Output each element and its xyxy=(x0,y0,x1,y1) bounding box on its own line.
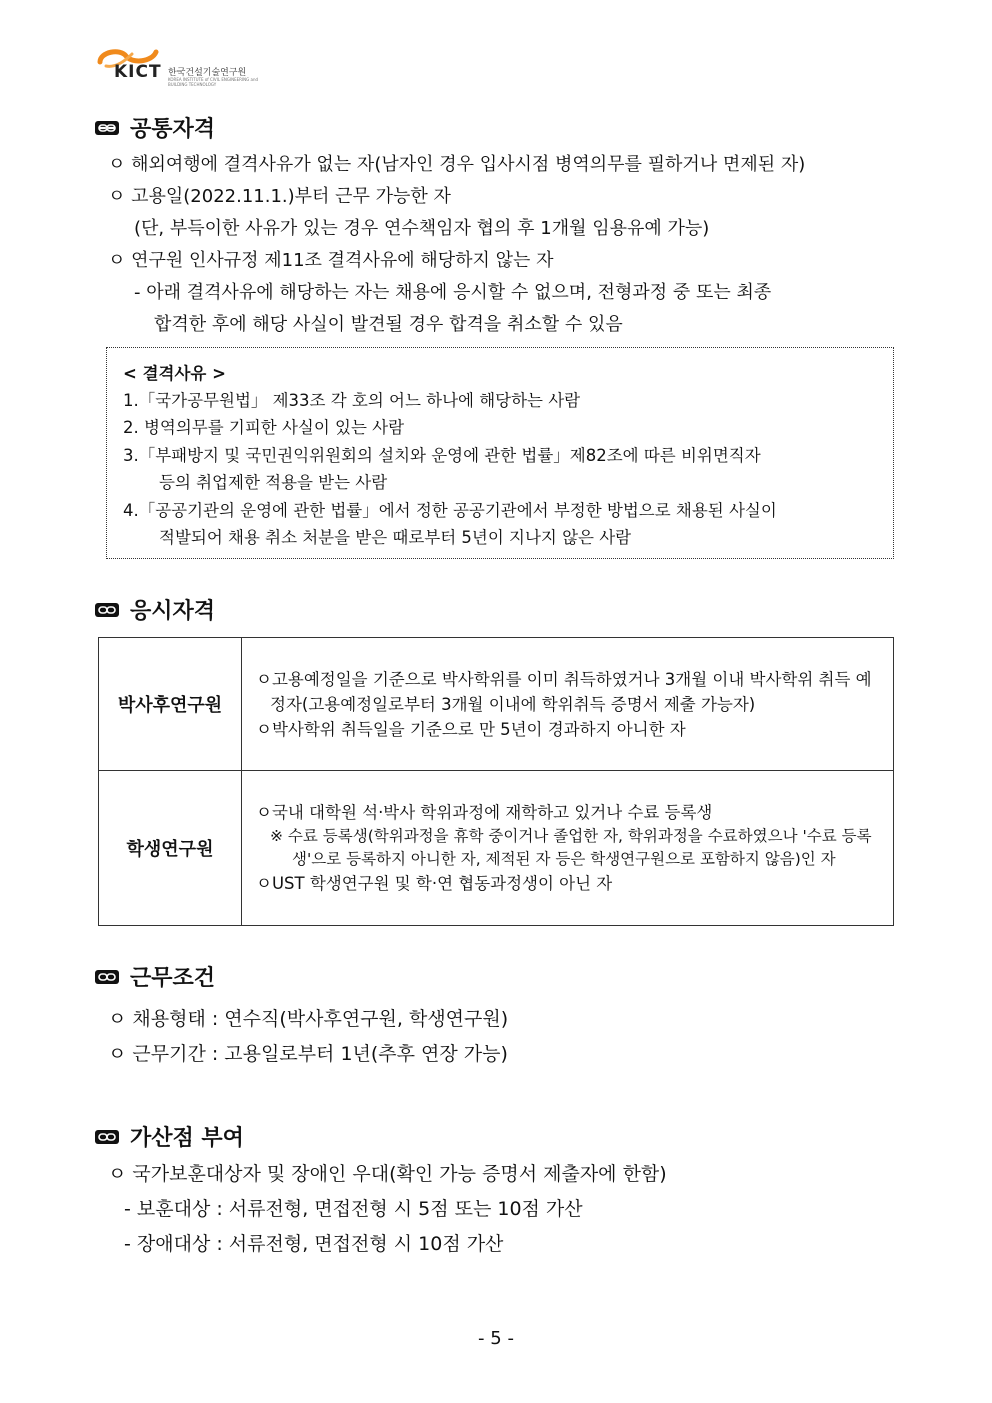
table-row xyxy=(99,771,894,926)
disqualification-item-cont: 적발되어 채용 취소 처분을 받은 때로부터 5년이 지나지 않은 사람 xyxy=(159,528,632,547)
disqualification-item: 2. 병역의무를 기피한 사실이 있는 사람 xyxy=(123,418,405,437)
link-icon xyxy=(94,119,120,137)
link-icon xyxy=(94,1128,120,1146)
common-line-5: - 아래 결격사유에 해당하는 자는 채용에 응시할 수 없으며, 전형과정 중 또는 최종 xyxy=(134,282,772,303)
section-title-bonus xyxy=(94,1121,244,1152)
qualification-note: ※ 수료 등록생(학위과정을 휴학 중이거나 졸업한 자, 학위과정을 수료하였으나 '수료 등록생'으로 등록하지 아니한 자, 제적된 자 등은 학생연구원으로 포함하지 않음)인 자 xyxy=(270,827,872,868)
section-title-text: 응시자격 xyxy=(130,599,216,624)
link-icon xyxy=(94,968,120,986)
link-icon xyxy=(94,601,120,619)
bonus-line-1: ㅇ 국가보훈대상자 및 장애인 우대(확인 가능 증명서 제출자에 한함) xyxy=(108,1163,667,1185)
section-title-text: 근무조건 xyxy=(130,966,216,991)
table-row xyxy=(99,638,894,771)
common-line-3: (단, 부득이한 사유가 있는 경우 연수책임자 협의 후 1개월 임용유예 가능) xyxy=(134,218,710,239)
qualification-item: ㅇ박사학위 취득일을 기준으로 만 5년이 경과하지 아니한 자 xyxy=(256,719,686,739)
common-line-4: ㅇ 연구원 인사규정 제11조 결격사유에 해당하지 않는 자 xyxy=(108,250,554,271)
qualification-item: ㅇUST 학생연구원 및 학·연 협동과정생이 아닌 자 xyxy=(256,874,613,893)
common-line-6: 합격한 후에 해당 사실이 발견될 경우 합격을 취소할 수 있음 xyxy=(154,314,623,335)
disqualification-item: 1.「국가공무원법」 제33조 각 호의 어느 하나에 해당하는 사람 xyxy=(123,391,581,410)
kict-logo xyxy=(96,46,266,86)
section-title-apply xyxy=(94,594,215,625)
logo-org-english: KOREA INSTITUTE of CIVIL ENGINEERING and BUILDING TECHNOLOGY xyxy=(168,77,259,87)
qualification-item: ㅇ국내 대학원 석·박사 학위과정에 재학하고 있거나 수료 등록생 xyxy=(256,803,713,822)
logo-org-name: 한국건설기술연구원 xyxy=(168,68,247,78)
row-content xyxy=(242,638,894,771)
qualification-item: ㅇ고용예정일을 기준으로 박사학위를 이미 취득하였거나 3개월 이내 박사학위 취득 예정자(고용예정일로부터 3개월 이내에 학위취득 증명서 제출 가능자) xyxy=(256,669,872,714)
section-title-text: 공통자격 xyxy=(130,117,216,142)
common-line-2: ㅇ 고용일(2022.11.1.)부터 근무 가능한 자 xyxy=(108,186,451,207)
row-header: 박사후연구원 xyxy=(99,638,242,771)
qualification-table xyxy=(98,637,894,926)
disqualification-box xyxy=(106,347,894,559)
disqualification-item: 4.「공공기관의 운영에 관한 법률」에서 정한 공공기관에서 부정한 방법으로 채용된 사실이 xyxy=(123,501,777,520)
common-line-1: ㅇ 해외여행에 결격사유가 없는 자(남자인 경우 입사시점 병역의무를 필하거나 면제된 자) xyxy=(108,154,806,175)
work-line-1: ㅇ 채용형태 : 연수직(박사후연구원, 학생연구원) xyxy=(108,1008,509,1030)
row-header: 학생연구원 xyxy=(99,771,242,926)
bonus-line-3: - 장애대상 : 서류전형, 면접전형 시 10점 가산 xyxy=(124,1233,504,1255)
section-title-text: 가산점 부여 xyxy=(130,1126,244,1151)
section-title-work xyxy=(94,961,215,992)
page-number: - 5 - xyxy=(478,1328,514,1349)
bonus-line-2: - 보훈대상 : 서류전형, 면접전형 시 5점 또는 10점 가산 xyxy=(124,1198,583,1220)
disqualification-item-cont: 등의 취업제한 적용을 받는 사람 xyxy=(159,473,388,492)
disqualification-heading: < 결격사유 > xyxy=(123,364,226,383)
work-line-2: ㅇ 근무기간 : 고용일로부터 1년(추후 연장 가능) xyxy=(108,1043,508,1065)
row-content xyxy=(242,771,894,926)
logo-brand: KICT xyxy=(114,62,162,82)
disqualification-item: 3.「부패방지 및 국민권익위원회의 설치와 운영에 관한 법률」제82조에 따른 비위면직자 xyxy=(123,446,761,465)
section-title-common xyxy=(94,112,215,143)
